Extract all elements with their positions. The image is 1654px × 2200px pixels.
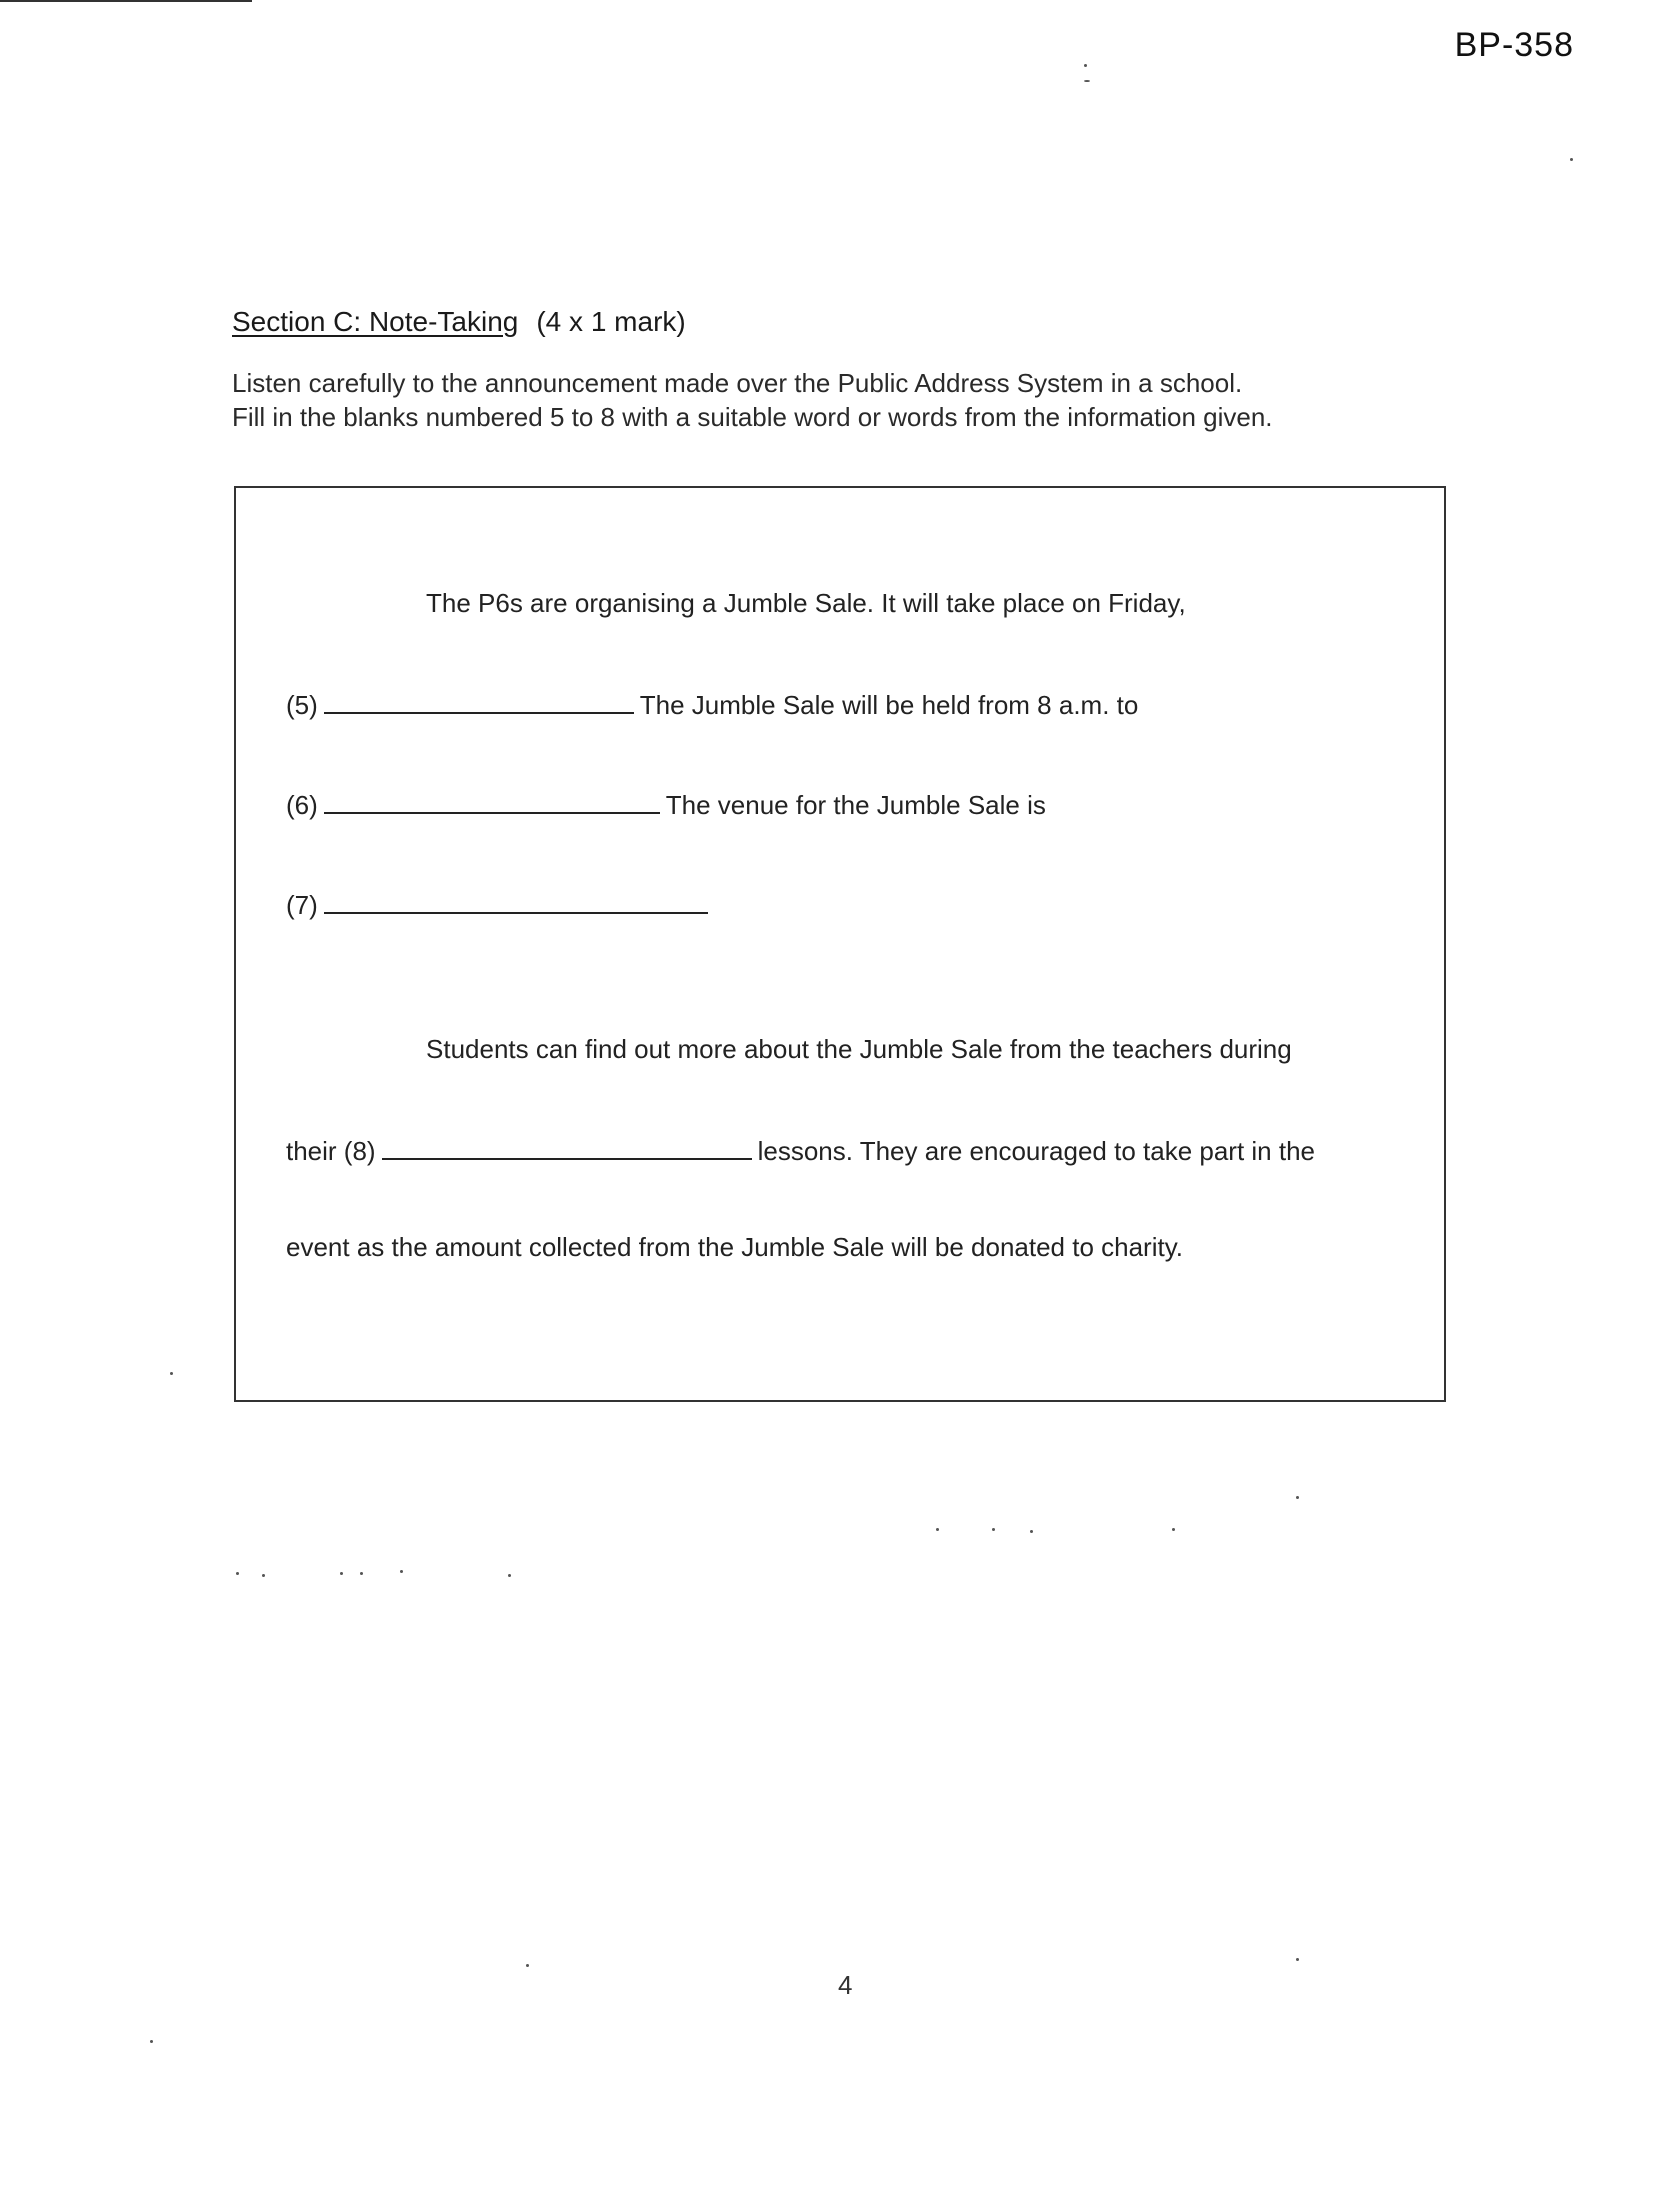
section-title: Section C: Note-Taking (232, 306, 519, 337)
notes-intro-text: The P6s are organising a Jumble Sale. It will take place on Friday, (426, 588, 1186, 618)
scan-speck (1084, 80, 1090, 82)
scan-speck (1084, 64, 1087, 67)
notes-line-8 (286, 1134, 1315, 1167)
scan-speck (340, 1572, 343, 1575)
scan-speck (360, 1572, 363, 1575)
scan-speck (1296, 1496, 1299, 1499)
top-rule (0, 0, 252, 2)
scan-speck (1030, 1530, 1033, 1533)
scan-speck (150, 2040, 153, 2043)
scan-speck (936, 1528, 939, 1531)
page-number: 4 (838, 1970, 853, 2000)
blank-7-field[interactable] (324, 888, 708, 914)
scan-speck (170, 1372, 173, 1375)
blank-6-label: (6) (286, 790, 318, 820)
scan-speck (1570, 158, 1573, 161)
blank-6-field[interactable] (324, 788, 660, 814)
notes-line-7 (286, 888, 714, 921)
document-code: BP-358 (1454, 26, 1574, 64)
notes-box (234, 486, 1446, 1402)
instructions (232, 366, 1432, 434)
scan-speck (526, 1964, 529, 1967)
scan-speck (508, 1574, 511, 1577)
scan-speck (400, 1570, 403, 1573)
blank-5-label: (5) (286, 690, 318, 720)
notes-intro (426, 588, 1186, 619)
text-after-6: The venue for the Jumble Sale is (665, 790, 1046, 820)
text-after-8: lessons. They are encouraged to take part in the (757, 1136, 1316, 1166)
scan-speck (992, 1528, 995, 1531)
instruction-line-1: Listen carefully to the announcement made over the Public Address System in a school. (232, 368, 1243, 398)
blank-5-field[interactable] (324, 688, 634, 714)
text-after-5: The Jumble Sale will be held from 8 a.m. to (639, 690, 1139, 720)
students-line-text: Students can find out more about the Jumble Sale from the teachers during (426, 1034, 1292, 1064)
notes-line-6 (286, 788, 1046, 821)
scan-speck (1296, 1958, 1299, 1961)
blank-8-field[interactable] (382, 1134, 752, 1160)
notes-closing-line (286, 1232, 1183, 1263)
section-marks: (4 x 1 mark) (536, 306, 686, 337)
blank-7-label: (7) (286, 890, 318, 920)
section-heading (232, 306, 686, 338)
blank-8-label: their (8) (286, 1136, 376, 1166)
scan-speck (1172, 1528, 1175, 1531)
scan-speck (262, 1574, 265, 1577)
instruction-line-2: Fill in the blanks numbered 5 to 8 with a suitable word or words from the information given. (232, 402, 1273, 432)
closing-line-text: event as the amount collected from the Jumble Sale will be donated to charity. (286, 1232, 1184, 1262)
notes-students-line (426, 1034, 1292, 1065)
notes-line-5 (286, 688, 1138, 721)
scan-speck (236, 1572, 239, 1575)
